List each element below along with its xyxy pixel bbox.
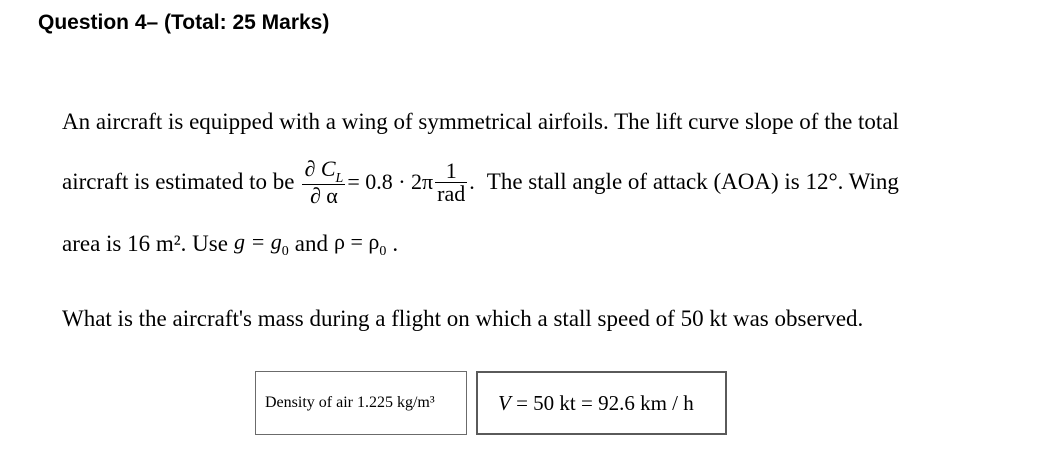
- lift-slope-denominator: ∂ α: [309, 182, 338, 208]
- air-density-box: [255, 371, 467, 435]
- lift-slope-fraction: [302, 155, 345, 208]
- line2-prefix: aircraft is estimated to be: [62, 169, 295, 194]
- cl-symbol: C: [320, 155, 336, 181]
- density-eq-text: ρ = ρ: [334, 229, 380, 254]
- paragraph-line-3: [62, 228, 398, 260]
- partial-symbol: ∂: [304, 155, 316, 181]
- density-subscript: 0: [379, 244, 387, 259]
- and-word: and: [294, 231, 329, 256]
- air-density-text: Density of air 1.225 kg/m³: [265, 394, 435, 411]
- per-radian-fraction: [435, 157, 467, 206]
- per-radian-numerator: 1: [445, 157, 457, 183]
- line3-period: .: [392, 231, 399, 256]
- velocity-symbol: V: [498, 390, 511, 415]
- paragraph-line-1: An aircraft is equipped with a wing of symmetrical airfoils. The lift curve slope of the total: [62, 109, 899, 134]
- gravity-subscript: 0: [281, 244, 289, 259]
- line2-suffix: The stall angle of attack (AOA) is 12°. Wing: [486, 169, 899, 194]
- density-equation: [334, 228, 386, 260]
- gravity-equation: [234, 228, 289, 260]
- question-text: What is the aircraft's mass during a flight on which a stall speed of 50 kt was observed.: [62, 306, 864, 331]
- paragraph-line-2: [62, 156, 899, 208]
- equation-period: .: [469, 169, 475, 194]
- gravity-eq-text: g = g: [233, 229, 282, 254]
- lift-slope-numerator: [302, 155, 345, 186]
- stall-speed-box: [476, 371, 727, 435]
- line3-prefix: area is 16 m². Use: [62, 231, 228, 256]
- question-heading: Question 4– (Total: 25 Marks): [38, 11, 330, 34]
- lift-slope-value: = 0.8 · 2π: [347, 169, 434, 194]
- per-radian-denominator: rad: [437, 180, 466, 206]
- stall-speed-text: = 50 kt = 92.6 km / h: [510, 390, 694, 415]
- cl-subscript: L: [335, 170, 344, 186]
